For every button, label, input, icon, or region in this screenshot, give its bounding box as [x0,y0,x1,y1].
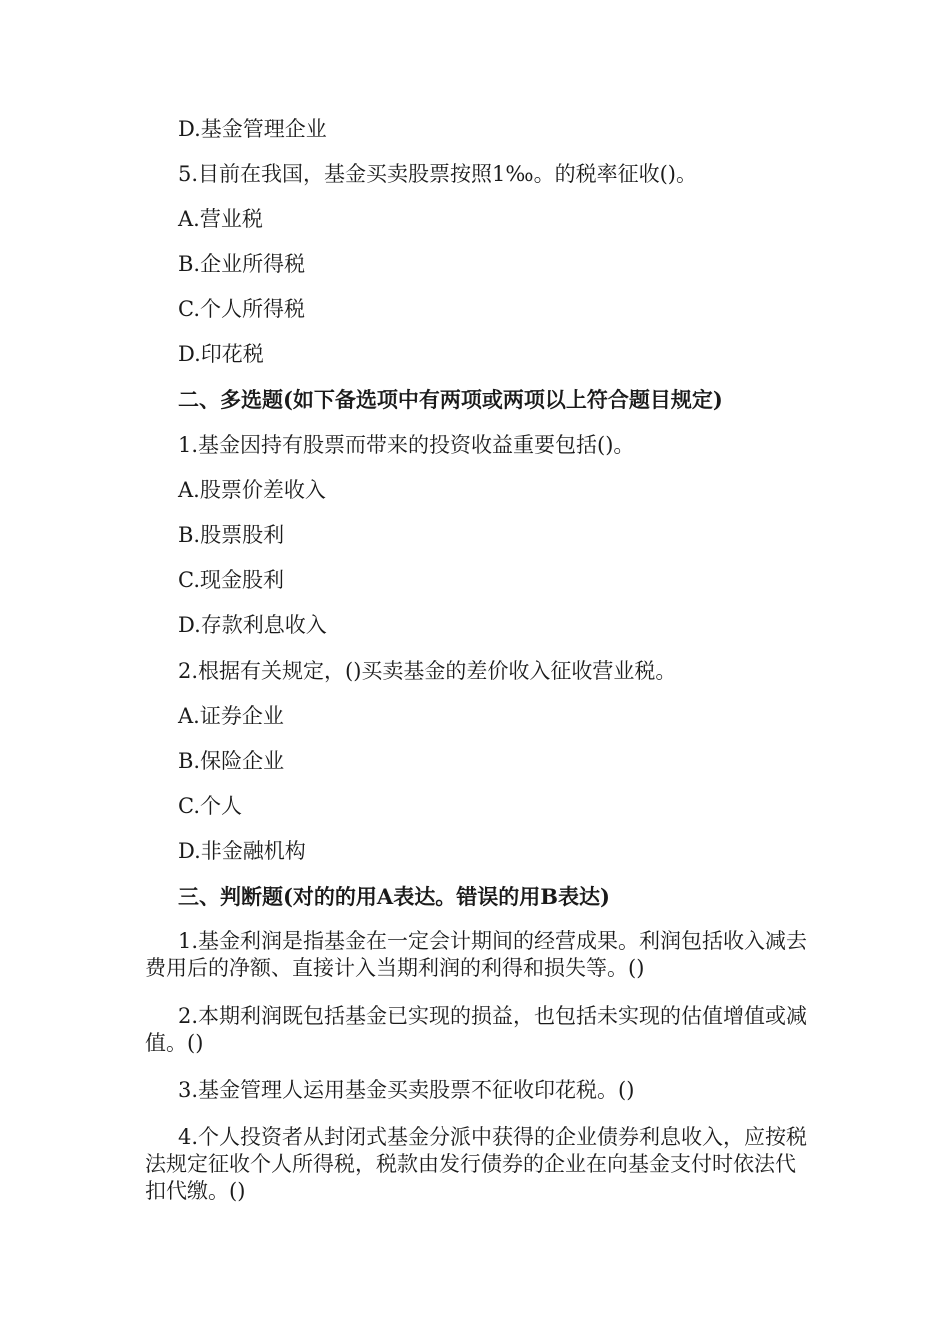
option-c-individual: C.个人 [178,794,242,818]
option-c-personal-income-tax: C.个人所得税 [178,297,305,321]
option-a-business-tax: A.营业税 [178,207,263,231]
true-false-question-4: 4.个人投资者从封闭式基金分派中获得的企业债券利息收入，应按税法规定征收个人所得税，税款由发行债券的企业在向基金支付时依法代扣代缴。() [145,1125,808,1203]
question-2-multiple: 2.根据有关规定，()买卖基金的差价收入征收营业税。 [178,659,677,683]
option-a-price-difference-income: A.股票价差收入 [178,478,326,502]
true-false-question-2: 2.本期利润既包括基金已实现的损益，也包括未实现的估值增值或减值。() [145,1004,808,1055]
true-false-question-1: 1.基金利润是指基金在一定会计期间的经营成果。利润包括收入减去费用后的净额、直接计入当期利润的利得和损失等。() [145,929,808,980]
option-b-insurance-company: B.保险企业 [178,749,285,773]
option-b-corporate-income-tax: B.企业所得税 [178,252,306,276]
true-false-question-3: 3.基金管理人运用基金买卖股票不征收印花税。() [178,1078,635,1102]
option-d-stamp-tax: D.印花税 [178,342,264,366]
option-b-stock-dividend: B.股票股利 [178,523,285,547]
option-d-non-financial-institution: D.非金融机构 [178,839,306,863]
option-d-deposit-interest: D.存款利息收入 [178,613,327,637]
question-5: 5.目前在我国，基金买卖股票按照1‰。的税率征收()。 [178,162,697,186]
option-c-cash-dividend: C.现金股利 [178,568,284,592]
section-heading-multiple-choice: 二、多选题(如下备选项中有两项或两项以上符合题目规定) [178,387,723,412]
section-heading-true-false: 三、判断题(对的的用A表达。错误的用B表达) [178,884,610,909]
option-a-securities-company: A.证券企业 [178,704,284,728]
option-d-fund-management: D.基金管理企业 [178,117,327,141]
question-1-multiple: 1.基金因持有股票而带来的投资收益重要包括()。 [178,433,635,457]
